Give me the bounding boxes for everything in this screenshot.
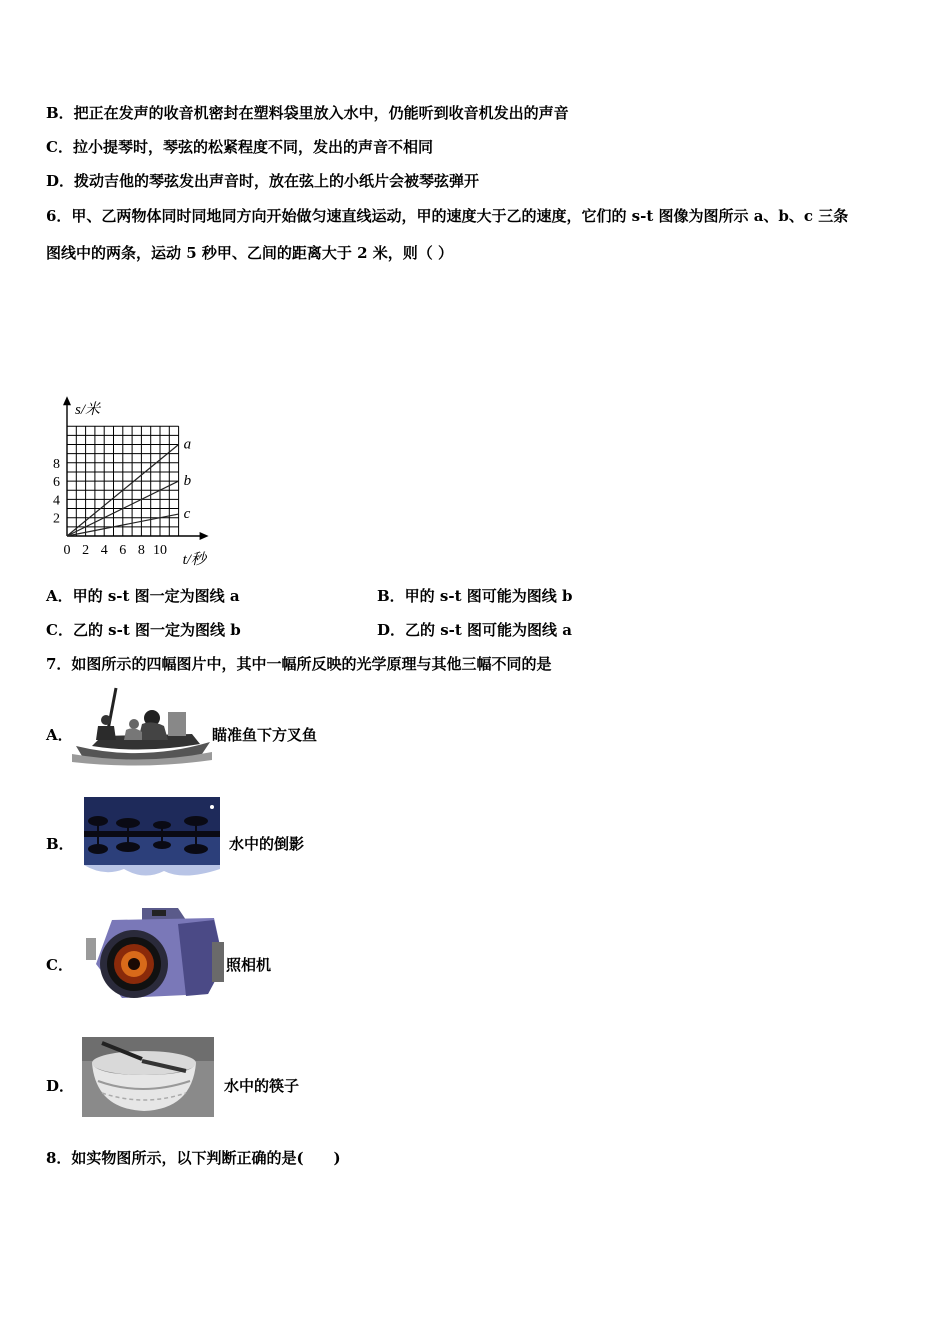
series-label-b: b bbox=[183, 473, 192, 490]
x-tick-label: 4 bbox=[100, 543, 108, 558]
y-tick-label: 4 bbox=[53, 493, 60, 509]
y-tick-label: 8 bbox=[53, 456, 60, 472]
q7-option-a-caption: 瞄准鱼下方叉鱼 bbox=[212, 726, 318, 744]
q6-option-c: C．乙的 s-t 图一定为图线 b bbox=[46, 621, 241, 639]
water-reflection-picture bbox=[84, 797, 220, 881]
q6-stem-line1: 6．甲、乙两物体同时同地同方向开始做匀速直线运动，甲的速度大于乙的速度，它们的 s-t 图像为图所示 a、b、c 三条 bbox=[46, 207, 849, 225]
q7-option-c-caption: 照相机 bbox=[226, 956, 272, 974]
q5-option-c: C．拉小提琴时，琴弦的松紧程度不同，发出的声音不相同 bbox=[46, 138, 433, 156]
q5-option-d: D．拨动吉他的琴弦发出声音时，放在弦上的小纸片会被琴弦弹开 bbox=[46, 172, 480, 190]
x-axis-label: t/秒 bbox=[182, 552, 206, 568]
q7-option-b-caption: 水中的倒影 bbox=[229, 835, 305, 853]
q5-option-b: B．把正在发声的收音机密封在塑料袋里放入水中，仍能听到收音机发出的声音 bbox=[46, 104, 569, 122]
chopstick-bowl-picture bbox=[82, 1037, 214, 1117]
series-label-a: a bbox=[183, 436, 192, 453]
q7-option-c-label: C． bbox=[46, 956, 73, 974]
x-tick-label: 0 bbox=[63, 543, 71, 558]
x-tick-label: 8 bbox=[137, 543, 145, 558]
y-tick-label: 6 bbox=[53, 475, 60, 491]
x-tick-label: 10 bbox=[153, 543, 167, 558]
x-tick-label: 6 bbox=[119, 543, 127, 558]
q6-option-a: A．甲的 s-t 图一定为图线 a bbox=[46, 587, 240, 605]
y-tick-label: 2 bbox=[53, 511, 60, 527]
boat-fishing-picture bbox=[72, 684, 212, 766]
q7-stem: 7．如图所示的四幅图片中，其中一幅所反映的光学原理与其他三幅不同的是 bbox=[46, 655, 552, 673]
x-tick-label: 2 bbox=[82, 543, 90, 558]
x-axis-arrow bbox=[200, 532, 209, 540]
chart-grid bbox=[67, 426, 179, 536]
y-axis-label: s/米 bbox=[75, 402, 101, 419]
st-graph bbox=[40, 282, 340, 572]
q6-option-b: B．甲的 s-t 图可能为图线 b bbox=[377, 587, 573, 605]
q7-option-b-label: B． bbox=[46, 835, 74, 853]
y-axis-arrow bbox=[63, 396, 71, 405]
series-label-c: c bbox=[183, 506, 191, 523]
q8-stem: 8．如实物图所示，以下判断正确的是( ) bbox=[46, 1149, 341, 1167]
q6-option-d: D．乙的 s-t 图可能为图线 a bbox=[377, 621, 572, 639]
camera-picture bbox=[82, 904, 228, 1004]
q7-option-d-caption: 水中的筷子 bbox=[224, 1077, 300, 1095]
q7-option-d-label: D． bbox=[46, 1077, 75, 1095]
q6-stem-line2: 图线中的两条，运动 5 秒甲、乙间的距离大于 2 米，则（ ） bbox=[46, 244, 453, 262]
q7-option-a-label: A． bbox=[46, 726, 73, 744]
